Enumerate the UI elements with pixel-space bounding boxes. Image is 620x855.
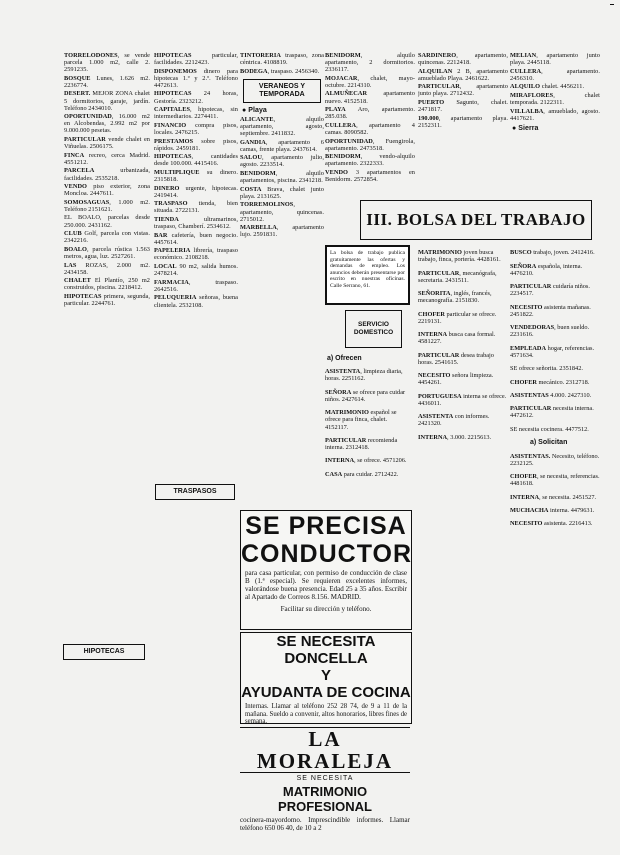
classified-ad: MELIAN, apartamento junto playa. 2445118. [510, 52, 600, 67]
classified-ad: FINANCIO compra pisos, locales. 2476215. [154, 121, 238, 136]
classified-ad: HIPOTECAS primera, segunda, particular. 2244761. [64, 292, 150, 307]
classified-ad: EL BOALO, parcelas desde 250.000. 2431162. [64, 214, 150, 229]
classified-ad: NECESITO señora limpieza. 4454261. [418, 372, 494, 387]
classified-ad: ASISTENTA con informes. 2421320. [418, 413, 490, 428]
bolsa-notice-box: La bolsa de trabajo publica gratuitamente las ofertas y demandas de empleo. Los anuncios deberán presentarse por escrito en nuestras oficinas. Calle Serrano, 61. [325, 245, 410, 305]
classified-ad: GANDIA, apartamento 6 camas, frente playa. 2437614. [240, 138, 324, 153]
classified-ad: BODEGA, traspaso. 2456340. [240, 67, 320, 75]
classified-ad: SEÑORITA, inglés, francés, mecanografía. 2151830. [418, 290, 492, 305]
classified-ad: ASISTENTAS 4.000. 2427310. [510, 391, 592, 399]
classified-ad: PAPELERIA librería, traspaso económico. 2108218. [154, 247, 238, 262]
section-veraneos: VERANEOS Y TEMPORADA [243, 79, 321, 103]
bolsa-column-6 [510, 243, 600, 833]
classified-ad: PARTICULAR, apartamento junto playa. 2712432. [418, 83, 508, 98]
ad-conductor-title2: CONDUCTOR [241, 540, 413, 568]
classified-ad: SE necesita cocinera. 4477512. [510, 425, 589, 433]
classified-ad: INTERNA, se ofrece. 4571206. [325, 457, 407, 465]
classified-ad: CASA para cuidar. 2712422. [325, 470, 399, 478]
classified-ad: MATRIMONIO joven busca trabajo, finca, portería. 4428161. [418, 249, 501, 264]
section-servicio-domestico: SERVICIO DOMESTICO [345, 310, 402, 348]
classified-ad: OPORTUNIDAD, 16.000 m2 en Alcobendas, 2.992 m2 por 9.000.000 pesetas. [64, 113, 150, 135]
classified-ad: 190.000, apartamento playa. 2152311. [418, 114, 508, 129]
classified-ad: FARMACIA, traspaso. 2642516. [154, 278, 238, 293]
classified-ad: ALQUILO chalet. 4456211. [510, 83, 585, 91]
section-hipotecas: HIPOTECAS [63, 644, 145, 660]
classified-ad: PARTICULAR, mecanógrafa, secretaria. 2431511. [418, 269, 497, 284]
classified-ad: DESERT. MEJOR ZONA chalet 5 dormitorios, garaje, jardín. Teléfono 2434010. [64, 90, 150, 112]
section-ofrecen: a) Ofrecen [327, 355, 362, 362]
classified-ad: BENIDORM, alquilo apartamentos, piscina. 2341218. [240, 170, 324, 185]
classified-ad: PARTICULAR desea trabajo horas. 2541615. [418, 351, 494, 366]
classified-ad: CULLERA, apartamento 4 camas. 8090582. [325, 121, 415, 136]
classified-ad: BUSCO trabajo, joven. 2412416. [510, 249, 595, 257]
classified-ad: ALMUÑECAR apartamento nuevo. 4152518. [325, 90, 415, 105]
ad-doncella-title3: AYUDANTA DE COCINA [241, 684, 411, 701]
col2-list [154, 52, 238, 309]
classified-ad: CULLERA, apartamento. 2456310. [510, 67, 600, 82]
classified-ad: DISPONEMOS dinero para hipotecas 1.º y 2.º. Teléfono 4472613. [154, 67, 238, 89]
classified-ad: SEÑORA española, interna. 4476210. [510, 262, 583, 277]
ad-moraleja-body: cocinera-mayordomo. Imprescindible informes. Llamar teléfono 650 06 40, de 10 a 2 [240, 816, 410, 832]
classified-ad: SARDINERO, apartamento, quincenas. 2212418. [418, 52, 508, 67]
classified-ad: ASISTENTAS. Necesito, teléfono. 2232125. [510, 452, 600, 467]
section-solicitan: a) Solicitan [530, 439, 568, 447]
classified-ad: SALOU, apartamento julio, agosto. 2233514. [240, 154, 324, 169]
classified-ad: INTERNA, se necesita. 2451527. [510, 493, 597, 501]
classified-ad: PARCELA urbanizada, facilidades. 2535218. [64, 167, 150, 182]
classified-ad: TIENDA ultramarinos, traspaso, Chamberí. 2534612. [154, 215, 238, 231]
classified-ad: PARTICULAR vende chalet en Viñuelas. 2506175. [64, 136, 150, 151]
col3-list [240, 52, 324, 75]
ad-conductor-footer: Facilitar su dirección y teléfono. [280, 605, 372, 613]
ad-moraleja-sub: SE NECESITA [296, 775, 354, 782]
ad-doncella-title2: Y [320, 667, 331, 684]
classified-ad: BOALO, parcela rústica 1.563 metros, agua, luz. 2527261. [64, 245, 150, 260]
classified-ad: ALQUILAN 2 B, apartamento amueblado Playa. 2461622. [418, 67, 508, 82]
ad-conductor-title1: SE PRECISA [245, 512, 407, 540]
ofrecen-column [325, 352, 410, 502]
column-2 [154, 52, 238, 832]
classified-ad: PUERTO Sagunto, chalet. 2471817. [418, 99, 508, 114]
classified-ad: SOMOSAGUAS, 1.000 m2. Teléfono 2151621. [64, 198, 150, 213]
classified-ad: LOCAL 90 m2, salida humos. 2478214. [154, 263, 238, 278]
classified-ad: ASISTENTA, limpieza diaria, horas. 2251162. [325, 368, 403, 383]
section-sierra-label: Sierra [518, 124, 539, 132]
classified-ad: CHOFER particular se ofrece. 2219131. [418, 310, 497, 325]
classified-ad: MULTIPLIQUE su dinero. 2315818. [154, 168, 238, 183]
classified-ad: PELUQUERIA señoras, buena clientela. 2532108. [154, 294, 238, 309]
ad-doncella-body: Internas. Llamar al teléfono 252 28 74, de 9 a 11 de la mañana. Sueldo a convenir, altos honorarios, libres fines de semana. [245, 703, 407, 726]
classified-ad: LAS ROZAS, 2.000 m2. 2434158. [64, 261, 150, 276]
classified-ad: CAPITALES, hipotecas, sin intermediarios. 2274411. [154, 106, 238, 121]
classified-ad: PARTICULAR necesita interna. 4472612. [510, 405, 594, 420]
col6-list [510, 52, 600, 122]
ad-la-moraleja [240, 727, 410, 837]
column-1 [64, 52, 150, 832]
classified-ad: TORRELODONES, se vende parcela 1.000 m2, calle 2. 2591235. [64, 52, 150, 74]
classified-ad: INTERNA, 3.000. 2215613. [418, 433, 492, 441]
ad-doncella-title1: SE NECESITA DONCELLA [276, 633, 376, 667]
corner-mark [610, 4, 614, 5]
classified-ad: MOJACAR, chalet, mayo-octubre. 2214310. [325, 74, 415, 89]
classified-ad: ALICANTE, alquilo apartamento, agosto, septiembre. 2411832. [240, 115, 324, 138]
solicitan-list [510, 453, 600, 528]
classified-ad: DINERO urgente, hipotecas. 2419414. [154, 184, 238, 199]
classified-ad: VENDO piso exterior, zona Moncloa. 2447611. [64, 183, 150, 198]
classified-ad: VILLALBA, amueblado, agosto. 4417621. [510, 107, 600, 122]
bolsa6-list [510, 249, 600, 433]
classified-ad: VENDO 3 apartamentos en Benidorm. 2572854. [325, 168, 415, 183]
classified-ad: PRESTAMOS sobre pisos, rápidos. 2459181. [154, 137, 238, 152]
section-playa-label: Playa [248, 106, 267, 114]
ad-moraleja-title2: MATRIMONIO PROFESIONAL [278, 784, 372, 814]
classified-ad: CHOFER mecánico. 2312718. [510, 378, 590, 386]
classified-ad: HIPOTECAS, cantidades desde 100.000. 4415416. [154, 153, 238, 168]
classified-ad: COSTA Brava, chalet junto playa. 2131625. [240, 185, 324, 200]
classified-ad: PORTUGUESA interna se ofrece. 4436011. [418, 392, 507, 407]
classified-ad: CLUB Golf, parcela con vistas. 2342216. [64, 230, 150, 245]
classified-ad: PARTICULAR cuidaría niños. 2234517. [510, 283, 590, 298]
col1-list [64, 52, 150, 307]
classified-ad: OPORTUNIDAD, Fuengirola, apartamento. 2473518. [325, 137, 415, 152]
classified-ad: MATRIMONIO español se ofrece para finca, chalet. 4152117. [325, 409, 397, 431]
ad-conductor-body: para casa particular, con permiso de conducción de clase B (1.ª especial). Se requieren excelentes informes, valorándose buena presencia. Edad 25 a 35 años. Escribir al Apartado de Correos 8.156. MADRID. [245, 569, 407, 601]
col5-list [418, 52, 508, 129]
bolsa-trabajo-heading: III. BOLSA DEL TRABAJO [360, 200, 592, 240]
col3b-list [240, 116, 324, 239]
classified-ad: INTERNA busca casa formal. 4581227. [418, 331, 496, 346]
classified-ad: CHALET El Plantío, 250 m2 construidos, piscina. 2218412. [64, 277, 150, 292]
ad-doncella-ayudanta [240, 632, 412, 724]
classified-ad: SE ofrece señorita. 2351842. [510, 365, 583, 373]
classified-ad: BENIDORM, vendo-alquilo apartamento. 2322333. [325, 153, 415, 168]
classified-ad: BAR cafetería, buen negocio. 4457614. [154, 231, 238, 246]
classified-ad: MIRAFLORES, chalet temporada. 2122311. [510, 91, 600, 107]
classified-ad: MARBELLA, apartamento lujo. 2591831. [240, 224, 324, 239]
classified-ad: TRASPASO tienda, bien situada. 2722131. [154, 200, 238, 215]
classified-ad: PLAYA Aro, apartamento. 285.038. [325, 106, 415, 121]
column-3 [240, 52, 324, 272]
classified-ad: BOSQUE Lunes, 1.626 m2. 2236774. [64, 74, 150, 89]
classified-ad: SEÑORA se ofrece para cuidar niños. 2427614. [325, 388, 406, 403]
section-traspasos: TRASPASOS [155, 484, 235, 500]
classified-ad: TORREMOLINOS, apartamento, quincenas. 2715012. [240, 201, 324, 223]
classified-ad: MUCHACHA interna. 4479631. [510, 506, 595, 514]
classified-ad: EMPLEADA hogar, referencias. 4571634. [510, 344, 595, 359]
ad-moraleja-title: LA MORALEJA [240, 727, 410, 773]
classified-ad: HIPOTECAS 24 horas, Gestoría. 2323212. [154, 90, 238, 105]
section-sierra: ● Sierra [512, 124, 539, 132]
classified-ad: TINTORERIA traspaso, zona céntrica. 4108819. [240, 52, 324, 67]
classified-ad: NECESITO asistenta mañanas. 2451822. [510, 303, 591, 318]
classified-ad: CHOFER, se necesita, referencias. 4481618. [510, 473, 600, 488]
bolsa-column-5 [418, 243, 508, 833]
classified-ad: FINCA recreo, cerca Madrid. 4551212. [64, 151, 150, 166]
col4-list [325, 52, 415, 183]
classified-ad: HIPOTECAS particular, facilidades. 2212423. [154, 52, 238, 67]
ad-se-precisa-conductor [240, 510, 412, 630]
bolsa5-list [418, 249, 508, 440]
ofrecen-list [325, 368, 410, 478]
classified-ad: VENDEDORAS, buen sueldo. 2231616. [510, 324, 590, 339]
section-playa: ● Playa [242, 106, 267, 114]
classified-ad: PARTICULAR recomienda interna. 2312418. [325, 436, 398, 452]
classified-ad: BENIDORM, alquilo apartamento, 2 dormitorios. 2336117. [325, 52, 415, 74]
classified-ad: NECESITO asistenta. 2216413. [510, 520, 593, 528]
